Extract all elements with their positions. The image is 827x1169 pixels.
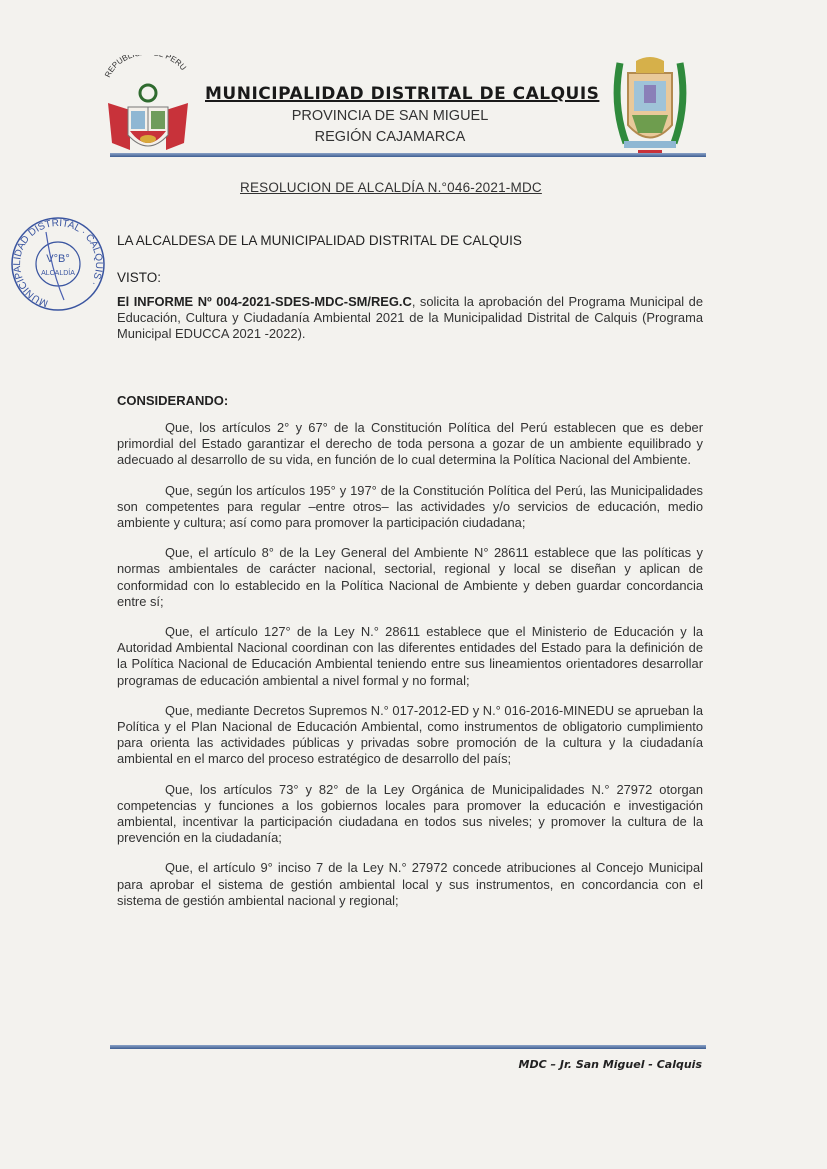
svg-text:ALCALDÍA: ALCALDÍA <box>41 270 75 277</box>
resolution-title: RESOLUCION DE ALCALDÍA N.°046-2021-MDC <box>240 180 542 195</box>
calquis-shield-logo <box>610 55 690 160</box>
considerando-paragraph: Que, el artículo 8° de la Ley General del Ambiente N° 28611 establece que las políticas y normas ambientales de carácter nacional, sectorial, regional y local se diseñan y aplican de conformidad con lo establecido en la Política Nacional de Ambiente y deben guardar concordancia entre sí; <box>117 545 703 609</box>
footer-address: MDC – Jr. San Miguel - Calquis <box>518 1058 702 1071</box>
considerando-paragraph: Que, el artículo 9° inciso 7 de la Ley N.° 27972 concede atribuciones al Concejo Municipal para aprobar el sistema de gestión ambiental local y sus instrumentos, en concordancia con el sistema de gestión ambiental nacional y regional; <box>117 860 703 908</box>
visto-heading: VISTO: <box>117 270 162 285</box>
institution-name: MUNICIPALIDAD DISTRITAL DE CALQUIS <box>205 84 600 104</box>
svg-text:V°B°: V°B° <box>46 253 70 265</box>
considerando-body <box>117 420 703 923</box>
footer-divider <box>110 1045 706 1049</box>
svg-text:MUNICIPALIDAD DISTRITAL · CALQ: MUNICIPALIDAD DISTRITAL · CALQUIS · <box>11 217 105 309</box>
svg-text:REPUBLICA DEL PERU: REPUBL PERU <box>103 55 188 79</box>
considerando-heading: CONSIDERANDO: <box>117 393 229 408</box>
considerando-paragraph: Que, el artículo 127° de la Ley N.° 28611 establece que el Ministerio de Educación y la Autoridad Ambiental Nacional coordinan con las diferentes entidades del Estado para la definición de la Política Nacional de Educación Ambiental teniendo entre sus lineamientos orientadores desarrollar programas de educación ambiental a nivel formal y no formal; <box>117 624 703 688</box>
header-divider <box>110 153 706 157</box>
considerando-paragraph: Que, los artículos 73° y 82° de la Ley Orgánica de Municipalidades N.° 27972 otorgan competencias y funciones a los gobiernos locales para promover la educación e investigación ambiental, incentivar la participación ciudadana en todos sus niveles; y promover la cultura de la prevención en la ciudadanía; <box>117 781 703 846</box>
province-line: PROVINCIA DE SAN MIGUEL <box>291 108 489 124</box>
considerando-paragraph: Que, según los artículos 195° y 197° de la Constitución Política del Perú, las Municipalidades son competentes para regular –entre otros– las actividades y/o servicios de educación, medio ambiente y cultura; así como para promover la participación ciudadana; <box>117 482 703 531</box>
region-line: REGIÓN CAJAMARCA <box>314 129 466 145</box>
visto-text: , solicita la aprobación del Programa Municipal de Educación, Cultura y Ciudadanía Ambiental 2021 de la Municipalidad Distrital de Calquis (Programa Municipal EDUCCA 2021 -2022). <box>117 294 703 342</box>
alcaldia-approval-stamp <box>8 212 108 316</box>
issuer-line: LA ALCALDESA DE LA MUNICIPALIDAD DISTRITAL DE CALQUIS <box>117 233 522 248</box>
considerando-paragraph: Que, mediante Decretos Supremos N.° 017-2012-ED y N.° 016-2016-MINEDU se aprueban la Política y el Plan Nacional de Educación Ambiental, como instrumentos de obligatorio cumplimiento para orienta las actividades públicas y privadas sobre promoción de la cultura y la ciudadanía ambiental en el marco del proceso estratégico de desarrollo del país; <box>117 702 703 767</box>
considerando-paragraph: Que, los artículos 2° y 67° de la Constitución Política del Perú establecen que es deber primordial del Estado garantizar el derecho de toda persona a gozar de un ambiente equilibrado y adecuado al desarrollo de su vida, en función de lo cual determina la Política Nacional del Ambiente. <box>117 420 703 468</box>
informe-reference: El INFORME Nº 004-2021-SDES-MDC-SM/REG.C <box>117 294 412 309</box>
visto-paragraph <box>117 294 703 343</box>
peru-coat-of-arms-logo <box>100 55 195 165</box>
